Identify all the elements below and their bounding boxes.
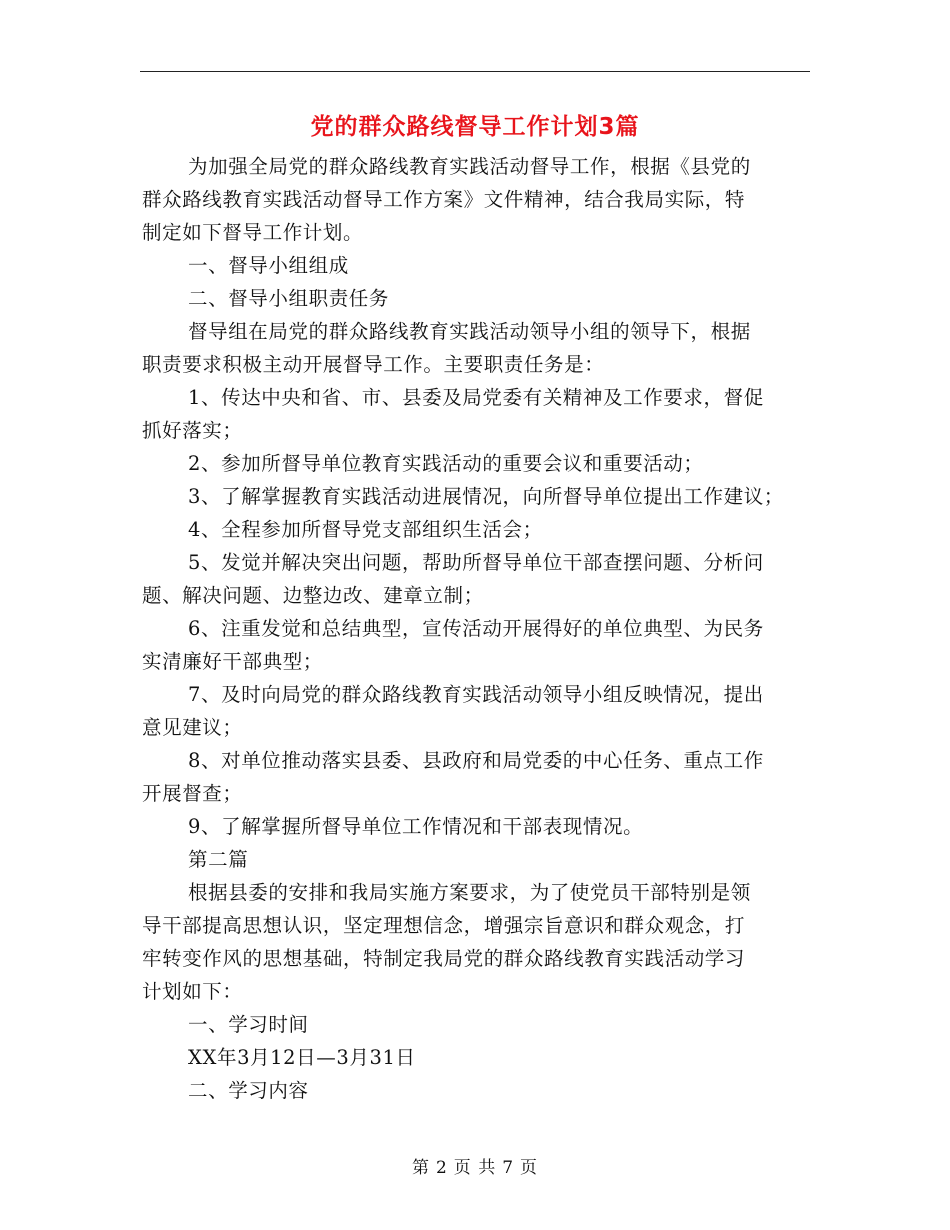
body-line: 4、全程参加所督导党支部组织生活会； <box>188 518 543 541</box>
body-line: 导干部提高思想认识，坚定理想信念，增强宗旨意识和群众观念，打 <box>142 914 746 937</box>
body-line: 根据县委的安排和我局实施方案要求，为了使党员干部特别是领 <box>188 881 751 904</box>
document-title: 党的群众路线督导工作计划3篇 <box>310 114 640 140</box>
body-line: 职责要求积极主动开展督导工作。主要职责任务是： <box>142 353 605 376</box>
body-line: XX年3月12日—3月31日 <box>188 1046 416 1069</box>
body-line: 二、学习内容 <box>188 1079 309 1102</box>
body-line: 抓好落实； <box>142 419 243 442</box>
body-line: 群众路线教育实践活动督导工作方案》文件精神，结合我局实际，特 <box>142 188 746 211</box>
body-line: 2、参加所督导单位教育实践活动的重要会议和重要活动； <box>188 452 704 475</box>
body-line: 一、学习时间 <box>188 1013 309 1036</box>
body-line: 5、发觉并解决突出问题，帮助所督导单位干部查摆问题、分析问 <box>188 551 764 574</box>
footer-total-pages: 7 <box>502 1158 515 1178</box>
body-line: 一、督导小组组成 <box>188 254 349 277</box>
body-line: 开展督查； <box>142 782 243 805</box>
body-line: 为加强全局党的群众路线教育实践活动督导工作，根据《县党的 <box>188 155 751 178</box>
body-line: 6、注重发觉和总结典型，宣传活动开展得好的单位典型、为民务 <box>188 617 764 640</box>
footer-middle: 页 共 <box>453 1158 497 1178</box>
body-line: 督导组在局党的群众路线教育实践活动领导小组的领导下，根据 <box>188 320 751 343</box>
body-line: 7、及时向局党的群众路线教育实践活动领导小组反映情况，提出 <box>188 683 764 706</box>
body-line: 二、督导小组职责任务 <box>188 287 390 310</box>
document-body <box>142 150 814 1107</box>
body-line: 计划如下： <box>142 980 243 1003</box>
body-line: 牢转变作风的思想基础，特制定我局党的群众路线教育实践活动学习 <box>142 947 746 970</box>
body-line: 第二篇 <box>188 848 249 871</box>
body-line: 9、了解掌握所督导单位工作情况和干部表现情况。 <box>188 815 644 838</box>
footer-prefix: 第 <box>411 1158 430 1178</box>
footer-page-number: 2 <box>435 1158 448 1178</box>
body-line: 8、对单位推动落实县委、县政府和局党委的中心任务、重点工作 <box>188 749 764 772</box>
footer-suffix: 页 <box>520 1158 539 1178</box>
page-footer <box>0 1153 950 1178</box>
header-rule <box>140 71 810 72</box>
body-line: 1、传达中央和省、市、县委及局党委有关精神及工作要求，督促 <box>188 386 764 409</box>
body-line: 实清廉好干部典型； <box>142 650 323 673</box>
body-line: 意见建议； <box>142 716 243 739</box>
body-line: 题、解决问题、边整边改、建章立制； <box>142 584 484 607</box>
body-line: 3、了解掌握教育实践活动进展情况，向所督导单位提出工作建议； <box>188 485 784 508</box>
body-line: 制定如下督导工作计划。 <box>142 221 364 244</box>
